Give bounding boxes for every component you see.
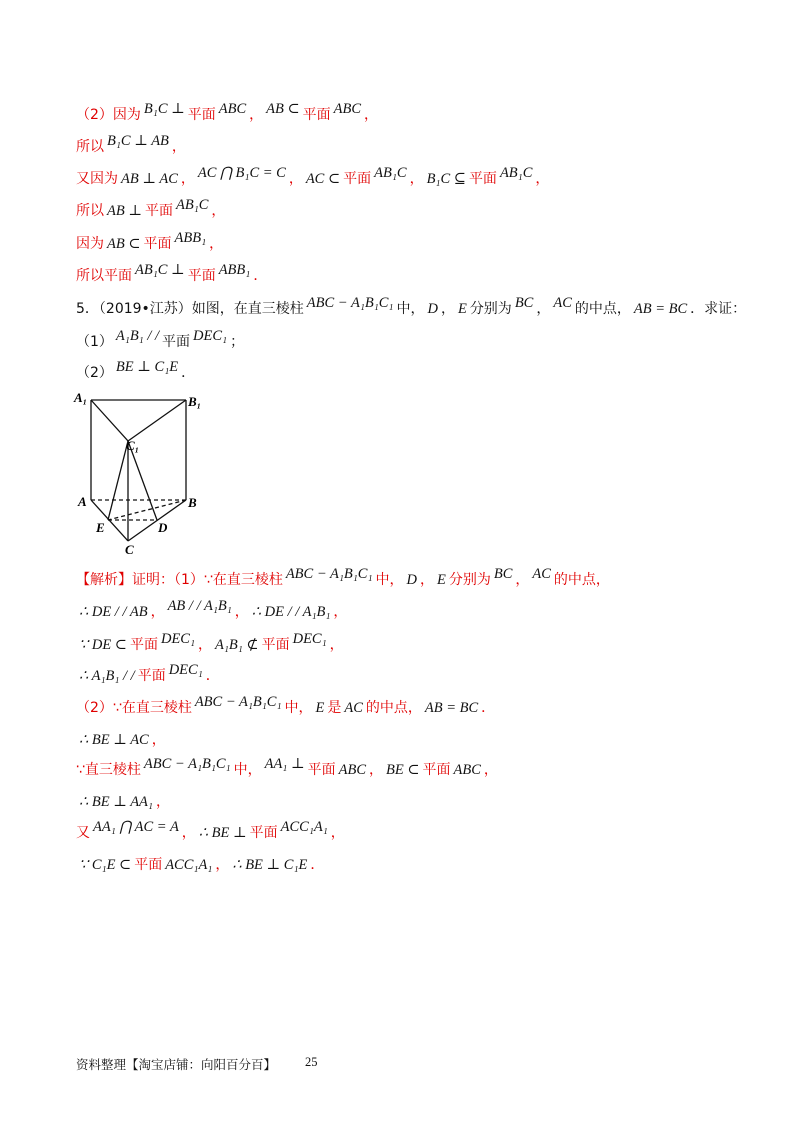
math-expression: ABB₁ bbox=[174, 230, 207, 246]
label-C: C bbox=[125, 542, 134, 557]
math-expression: BC bbox=[514, 295, 534, 311]
label-B1: B₁ bbox=[188, 394, 202, 409]
text-segment: 平面 bbox=[143, 236, 172, 252]
text-segment: ， bbox=[198, 637, 213, 653]
edge-C1E bbox=[108, 441, 128, 520]
text-segment: 平面 bbox=[343, 171, 372, 187]
text-line bbox=[76, 631, 344, 654]
math-expression: ABC − A₁B₁C₁ bbox=[285, 566, 373, 582]
text-line bbox=[76, 854, 324, 874]
math-expression: DEC₁ bbox=[168, 662, 203, 678]
math-expression: B₁C ⊆ bbox=[426, 171, 466, 187]
text-line bbox=[76, 598, 348, 621]
text-segment: 5．（2019•江苏）如图，在直三棱柱 bbox=[76, 301, 304, 317]
text-line bbox=[76, 729, 166, 749]
text-segment: 所以 bbox=[76, 139, 104, 155]
math-expression: ∴ BE ⊥ AC bbox=[79, 732, 149, 748]
text-segment: （1） bbox=[76, 334, 113, 350]
label-A: A bbox=[78, 494, 87, 509]
text-segment: 平面 bbox=[468, 171, 497, 187]
text-segment: ． bbox=[253, 268, 268, 284]
math-expression: AC bbox=[553, 295, 572, 311]
math-expression: AC bbox=[344, 700, 363, 716]
text-segment: ， bbox=[536, 301, 551, 317]
math-expression: E bbox=[315, 700, 325, 716]
text-segment: （2）∵在直三棱柱 bbox=[76, 700, 192, 716]
text-line bbox=[76, 165, 550, 188]
math-expression: B₁C ⊥ AB bbox=[107, 133, 169, 149]
math-expression: DEC₁ bbox=[292, 631, 327, 647]
label-E: E bbox=[96, 520, 105, 535]
text-segment: ．求证： bbox=[690, 301, 747, 317]
text-segment: 【解析】证明：（1）∵在直三棱柱 bbox=[76, 572, 283, 588]
text-line bbox=[76, 756, 498, 779]
math-expression: AB₁C bbox=[374, 165, 407, 181]
text-segment: ， bbox=[249, 107, 264, 123]
text-segment: ， bbox=[155, 794, 170, 810]
math-expression: BE ⊥ C₁E bbox=[115, 359, 179, 375]
text-line bbox=[76, 101, 379, 124]
label-B: B bbox=[188, 495, 197, 510]
math-expression: E bbox=[436, 572, 446, 588]
text-segment: ， bbox=[151, 732, 166, 748]
math-expression: AB = BC bbox=[424, 700, 479, 716]
math-expression: E bbox=[457, 301, 467, 317]
text-segment: 所以 bbox=[76, 203, 104, 219]
math-expression: AB₁C bbox=[499, 165, 533, 181]
math-expression: ABC bbox=[218, 101, 247, 117]
edge-BE-dashed bbox=[108, 500, 186, 520]
text-segment: 的中点， bbox=[574, 301, 631, 317]
math-expression: A₁B₁ ⊄ bbox=[215, 637, 259, 653]
text-segment: ， bbox=[440, 301, 455, 317]
label-A1: A₁ bbox=[74, 390, 88, 405]
footer-source-text: 资料整理【淘宝店铺：向阳百分百】 bbox=[76, 1057, 277, 1072]
math-expression: ∵ DE ⊂ bbox=[79, 637, 127, 653]
math-expression: ACC₁A₁ bbox=[165, 857, 213, 873]
text-segment: 的中点， bbox=[553, 572, 610, 588]
text-segment: 因为 bbox=[76, 236, 104, 252]
math-expression: AA₁ ⋂ AC = A bbox=[93, 819, 179, 835]
text-line bbox=[76, 566, 610, 589]
text-segment: ， bbox=[211, 203, 226, 219]
text-segment: ∵直三棱柱 bbox=[76, 762, 141, 778]
page-number: 25 bbox=[305, 1055, 318, 1069]
text-segment: ， bbox=[180, 171, 195, 187]
page-footer bbox=[76, 1055, 318, 1073]
text-segment: ， bbox=[181, 825, 196, 841]
math-expression: A₁B₁ / / bbox=[115, 328, 160, 344]
text-segment: 平面 bbox=[187, 268, 216, 284]
text-segment: 是 bbox=[327, 700, 342, 716]
math-expression: ∴ BE ⊥ C₁E bbox=[232, 857, 308, 873]
text-segment: ． bbox=[181, 365, 196, 381]
math-expression: ∴ DE / / AB bbox=[79, 604, 148, 620]
text-segment: ， bbox=[330, 825, 345, 841]
edge-B1C1 bbox=[128, 400, 186, 441]
text-segment: 中， bbox=[375, 572, 404, 588]
math-expression: ABC bbox=[338, 762, 367, 778]
math-expression: AB / / A₁B₁ bbox=[167, 598, 232, 614]
math-expression: ABC − A₁B₁C₁ bbox=[194, 694, 282, 710]
math-expression: ABC bbox=[453, 762, 481, 778]
math-expression: ABB₁ bbox=[218, 262, 251, 278]
math-expression: AB ⊥ AC bbox=[121, 171, 178, 187]
math-expression: DEC₁ bbox=[193, 328, 228, 344]
math-expression: D bbox=[406, 572, 417, 588]
math-expression: AB₁C bbox=[175, 197, 209, 213]
math-expression: ∵ C₁E ⊂ bbox=[79, 857, 132, 873]
text-line bbox=[76, 230, 224, 253]
text-segment: 分别为 bbox=[469, 301, 512, 317]
math-expression: AC ⊂ bbox=[305, 171, 341, 187]
text-segment: 平面 bbox=[307, 762, 336, 778]
text-line bbox=[76, 791, 170, 811]
text-segment: （2）因为 bbox=[76, 107, 141, 123]
text-segment: 平面 bbox=[144, 203, 173, 219]
label-D: D bbox=[158, 520, 168, 535]
math-expression: AB ⊂ bbox=[266, 101, 300, 117]
text-segment: 平面 bbox=[134, 857, 163, 873]
math-expression: AC bbox=[532, 566, 551, 582]
text-segment: ， bbox=[288, 171, 303, 187]
math-expression: AC ⋂ B₁C = C bbox=[197, 165, 286, 181]
text-line bbox=[76, 359, 196, 382]
math-expression: ACC₁A₁ bbox=[280, 819, 328, 835]
text-segment: 平面 bbox=[137, 668, 166, 684]
math-expression: ABC − A₁B₁C₁ bbox=[143, 756, 231, 772]
text-line bbox=[76, 819, 345, 842]
text-segment: ， bbox=[171, 139, 186, 155]
text-segment: 平面 bbox=[162, 334, 191, 350]
text-segment: 分别为 bbox=[448, 572, 491, 588]
label-C1: C₁ bbox=[126, 438, 140, 453]
text-segment: 又因为 bbox=[76, 171, 118, 187]
text-line bbox=[76, 262, 268, 285]
math-expression: B₁C ⊥ bbox=[143, 101, 185, 117]
text-segment: 平面 bbox=[261, 637, 290, 653]
math-expression: ABC bbox=[333, 101, 362, 117]
text-segment: ， bbox=[209, 236, 224, 252]
text-segment: 平面 bbox=[422, 762, 451, 778]
text-segment: 中， bbox=[233, 762, 262, 778]
text-line bbox=[76, 133, 186, 156]
math-expression: ∴ A₁B₁ / / bbox=[79, 668, 135, 684]
text-segment: ， bbox=[234, 604, 249, 620]
text-segment: ， bbox=[369, 762, 384, 778]
text-segment: ， bbox=[150, 604, 165, 620]
text-line bbox=[76, 328, 245, 351]
text-segment: ， bbox=[535, 171, 550, 187]
prism-figure bbox=[72, 388, 232, 558]
text-segment: 平面 bbox=[129, 637, 158, 653]
math-expression: DEC₁ bbox=[160, 631, 196, 647]
math-expression: D bbox=[427, 301, 438, 317]
text-segment: 的中点， bbox=[365, 700, 422, 716]
math-expression: AB = BC bbox=[633, 301, 688, 317]
text-segment: ， bbox=[409, 171, 424, 187]
text-line bbox=[76, 694, 496, 717]
text-line bbox=[76, 295, 747, 318]
text-segment: ． bbox=[310, 857, 325, 873]
math-expression: BE ⊂ bbox=[386, 762, 420, 778]
math-expression: BC bbox=[493, 566, 513, 582]
text-segment: （2） bbox=[76, 365, 113, 381]
text-segment: ． bbox=[481, 700, 496, 716]
math-expression: ∴ BE ⊥ AA₁ bbox=[79, 794, 153, 810]
text-segment: 所以平面 bbox=[76, 268, 132, 284]
math-expression: AB₁C ⊥ bbox=[135, 262, 185, 278]
math-expression: AA₁ ⊥ bbox=[264, 756, 305, 772]
text-segment: 中， bbox=[396, 301, 425, 317]
text-segment: ， bbox=[215, 857, 230, 873]
text-segment: ， bbox=[515, 572, 530, 588]
edge-A1C1 bbox=[91, 400, 128, 441]
text-line bbox=[76, 662, 220, 685]
math-expression: ∴ DE / / A₁B₁ bbox=[251, 604, 331, 620]
math-expression: AB ⊂ bbox=[107, 236, 141, 252]
math-expression: ABC − A₁B₁C₁ bbox=[306, 295, 394, 311]
text-segment: 平面 bbox=[187, 107, 216, 123]
text-segment: ． bbox=[205, 668, 220, 684]
math-expression: AB ⊥ bbox=[107, 203, 142, 219]
text-segment: ， bbox=[364, 107, 379, 123]
text-segment: 平面 bbox=[302, 107, 331, 123]
math-expression: ∴ BE ⊥ bbox=[198, 825, 247, 841]
text-segment: ， bbox=[333, 604, 348, 620]
text-segment: 又 bbox=[76, 825, 90, 841]
text-segment: 中， bbox=[284, 700, 313, 716]
text-segment: ， bbox=[483, 762, 498, 778]
text-segment: ； bbox=[230, 334, 245, 350]
text-line bbox=[76, 197, 226, 220]
text-segment: ， bbox=[329, 637, 344, 653]
text-segment: ， bbox=[419, 572, 434, 588]
text-segment: 平面 bbox=[249, 825, 278, 841]
